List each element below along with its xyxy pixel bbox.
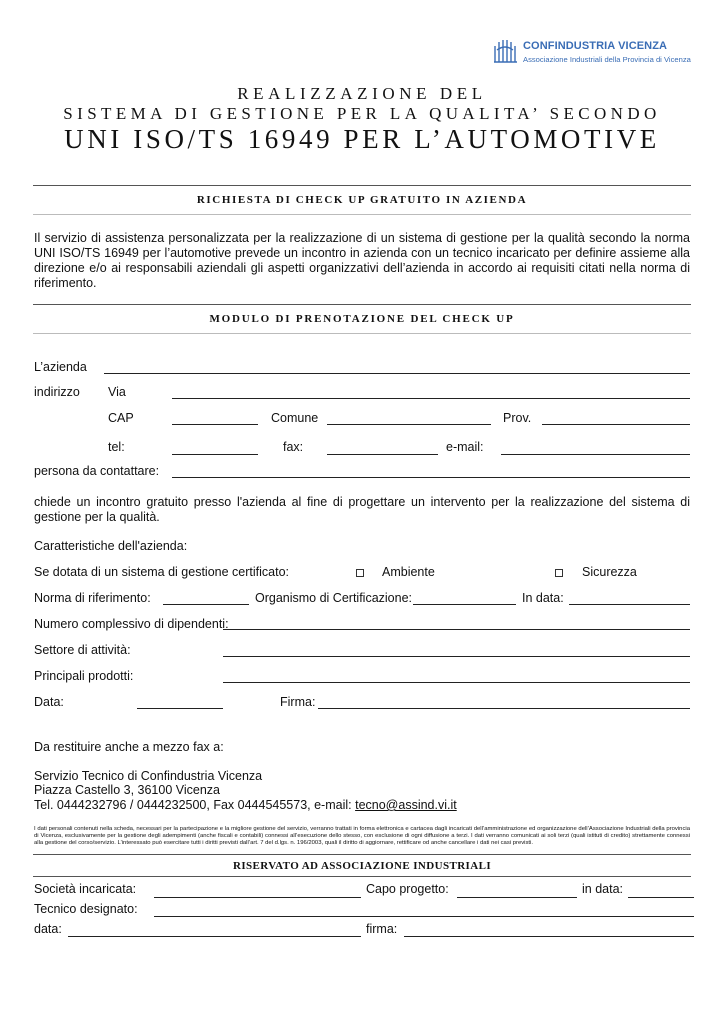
field-data[interactable] [137, 708, 223, 709]
field-norma[interactable] [163, 604, 249, 605]
return-intro: Da restituire anche a mezzo fax a: [34, 740, 224, 754]
label-societa: Società incaricata: [34, 882, 137, 896]
return-phone-fax: Tel. 0444232796 / 0444232500, Fax 0444545573, e-mail: [34, 798, 356, 812]
field-tecnico[interactable] [154, 916, 694, 917]
field-cap[interactable] [172, 424, 258, 425]
title-line-1: REALIZZAZIONE DEL [237, 84, 487, 103]
label-comune: Comune [271, 411, 319, 425]
field-tel[interactable] [172, 454, 258, 455]
field-reserved-in-data[interactable] [628, 897, 694, 898]
title-line-3: UNI ISO/TS 16949 PER L’AUTOMOTIVE [64, 124, 660, 154]
section-heading-riservato: RISERVATO AD ASSOCIAZIONE INDUSTRIALI [232, 860, 492, 872]
label-reserved-data: data: [34, 922, 62, 936]
label-norma: Norma di riferimento: [34, 591, 151, 605]
label-azienda: L’azienda [34, 360, 87, 374]
label-firma: Firma: [280, 695, 316, 709]
field-firma[interactable] [318, 708, 690, 709]
field-reserved-firma[interactable] [404, 936, 694, 937]
return-contacts [34, 798, 457, 813]
label-reserved-firma: firma: [366, 922, 398, 936]
label-via: Via [108, 385, 126, 399]
field-societa[interactable] [154, 897, 361, 898]
field-via[interactable] [172, 398, 690, 399]
return-address: Piazza Castello 3, 36100 Vicenza [34, 783, 220, 797]
logo-subtitle: Associazione Industriali della Provincia di Vicenza [523, 55, 691, 64]
label-ambiente: Ambiente [382, 565, 435, 579]
label-dotata: Se dotata di un sistema di gestione certificato: [34, 565, 290, 579]
divider [33, 214, 691, 215]
label-tel: tel: [108, 440, 125, 454]
field-in-data[interactable] [569, 604, 690, 605]
field-organismo[interactable] [413, 604, 516, 605]
field-reserved-data[interactable] [68, 936, 361, 937]
label-tecnico: Tecnico designato: [34, 902, 138, 916]
request-text: chiede un incontro gratuito presso l'azienda al fine di progettare un intervento per la realizzazione del sistema di gestione per la qualità. [34, 495, 690, 524]
label-caratteristiche: Caratteristiche dell'azienda: [34, 539, 188, 553]
privacy-notice: I dati personali contenuti nella scheda, necessari per la partecipazione e la migliore gestione del servizio, verranno trattati in forma elettronica e cartacea dagli incaricati dell’amministrazione ed organizzazione dell’Associazione Industriali della provincia di Vicenza, esclusivamente per la gestione degli adempimenti (anche fiscali e contabili) connessi all’esecuzione dello stesso, con esclusione di ogni diffusione a terzi. I dati verranno comunicati ai soli terzi (quali istituti di credito) strettamente connessi alla gestione del corso/servizio. L’interessato può esercitare tutti i diritti previsti dall’art. 7 del d.lgs. n. 196/2003, quali il diritto di aggiornare, rettificare od anche cancellare i dati nei casi previsti. [34, 826, 690, 847]
label-cap: CAP [108, 411, 134, 425]
label-dipendenti: Numero complessivo di dipendenti: [34, 617, 229, 631]
field-prov[interactable] [542, 424, 690, 425]
field-settore[interactable] [223, 656, 690, 657]
label-sicurezza: Sicurezza [582, 565, 637, 579]
label-organismo: Organismo di Certificazione: [255, 591, 413, 605]
title-line-2: SISTEMA DI GESTIONE PER LA QUALITA’ SECONDO [63, 104, 661, 123]
label-fax: fax: [283, 440, 304, 454]
label-capo-progetto: Capo progetto: [366, 882, 449, 896]
label-in-data: In data: [522, 591, 564, 605]
field-prodotti[interactable] [223, 682, 690, 683]
section-heading-modulo: MODULO DI PRENOTAZIONE DEL CHECK UP [209, 313, 515, 325]
email-link[interactable]: tecno@assind.vi.it [355, 798, 457, 812]
label-indirizzo: indirizzo [34, 385, 80, 399]
label-persona: persona da contattare: [34, 464, 160, 478]
field-dipendenti[interactable] [223, 629, 690, 630]
section-heading-richiesta: RICHIESTA DI CHECK UP GRATUITO IN AZIENDA [196, 194, 528, 206]
label-data: Data: [34, 695, 64, 709]
divider [33, 854, 691, 855]
logo [493, 38, 698, 68]
field-azienda[interactable] [104, 373, 690, 374]
label-reserved-in-data: in data: [582, 882, 624, 896]
service-description: Il servizio di assistenza personalizzata per la realizzazione di un sistema di gestione per la qualità secondo la norma UNI ISO/TS 16949 per l’automotive prevede un incontro in azienda con un tecnico incaricato per definire assieme alla direzione e/o ai responsabili aziendali gli aspetti organizzativi dell’azienda in accordo ai requisiti citati nella norma di riferimento. [34, 231, 690, 290]
divider [33, 185, 691, 186]
field-capo-progetto[interactable] [457, 897, 577, 898]
divider [33, 304, 691, 305]
label-prov: Prov. [503, 411, 532, 425]
divider [33, 876, 691, 877]
divider [33, 333, 691, 334]
field-email[interactable] [501, 454, 690, 455]
confindustria-logo-icon [493, 38, 521, 64]
label-email: e-mail: [446, 440, 484, 454]
return-office: Servizio Tecnico di Confindustria Vicenza [34, 769, 263, 783]
logo-name: CONFINDUSTRIA VICENZA [523, 40, 668, 52]
checkbox-sicurezza[interactable] [555, 569, 563, 577]
field-comune[interactable] [327, 424, 491, 425]
field-persona[interactable] [172, 477, 690, 478]
checkbox-ambiente[interactable] [356, 569, 364, 577]
label-prodotti: Principali prodotti: [34, 669, 134, 683]
field-fax[interactable] [327, 454, 438, 455]
label-settore: Settore di attività: [34, 643, 131, 657]
